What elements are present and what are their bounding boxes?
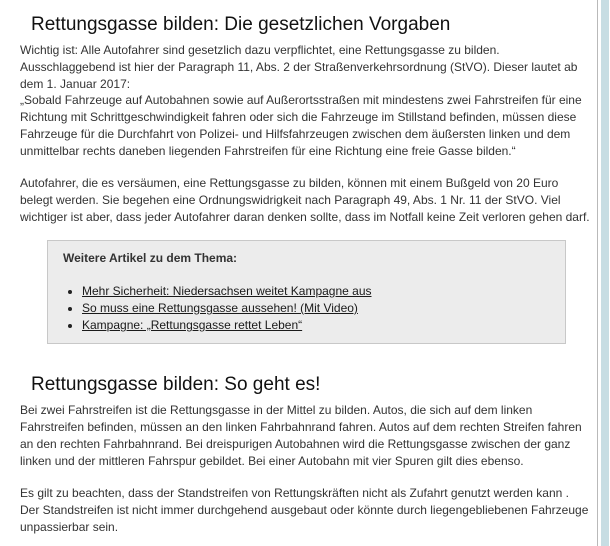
related-articles-box (47, 240, 566, 344)
related-link-video[interactable]: So muss eine Rettungsgasse aussehen! (Mit Video) (82, 301, 358, 315)
section-heading-legal: Rettungsgasse bilden: Die gesetzlichen Vorgaben (31, 14, 451, 35)
list-item (82, 283, 372, 300)
vertical-scrollbar[interactable] (599, 0, 610, 546)
list-item (82, 317, 372, 334)
list-item (82, 300, 372, 317)
related-articles-title: Weitere Artikel zu dem Thema: (63, 251, 238, 265)
related-articles-list (63, 283, 372, 334)
shoulder-paragraph: Es gilt zu beachten, dass der Standstreifen von Rettungskräften nicht als Zufahrt genutzt werden kann . Der Standstreifen ist nicht immer durchgehend ausgebaut oder könnte durch liegengebliebenen Fahrzeuge unpassierbar sein. (20, 486, 589, 534)
related-link-niedersachsen[interactable]: Mehr Sicherheit: Niedersachsen weitet Kampagne aus (82, 284, 372, 298)
intro-paragraph: Wichtig ist: Alle Autofahrer sind gesetzlich dazu verpflichtet, eine Rettungsgasse zu bilden. Ausschlaggebend ist hier der Paragraph 11, Abs. 2 der Straßenverkehrsordnung (StVO). Dieser lautet ab dem 1. Januar 2017: (20, 43, 578, 91)
section-heading-howto: Rettungsgasse bilden: So geht es! (31, 374, 321, 395)
scrollbar-thumb[interactable] (601, 0, 609, 546)
law-quote: „Sobald Fahrzeuge auf Autobahnen sowie auf Außerortsstraßen mit mindestens zwei Fahrstreifen für eine Richtung mit Schrittgeschwindigkeit fahren oder sich die Fahrzeuge im Stillstand befinden, müssen diese Fahrzeuge für die Durchfahrt von Polizei- und Hilfsfahrzeugen zwischen dem äußersten linken und dem unmittelbar rechts daneben liegenden Fahrstreifen für eine Richtung eine freie Gasse bilden.“ (20, 93, 582, 158)
related-link-kampagne[interactable]: Kampagne: „Rettungsgasse rettet Leben“ (82, 318, 303, 332)
howto-paragraph: Bei zwei Fahrstreifen ist die Rettungsgasse in der Mittel zu bilden. Autos, die sich auf dem linken Fahrstreifen befinden, müssen an den linken Fahrbahnrand fahren. Autos auf dem rechten Streifen fahren an den rechten Fahrbahnrand. Bei dreispurigen Autobahnen wird die Rettungsgasse zwischen der ganz linken und der mittleren Fahrspur gebildet. Bei einer Autobahn mit vier Spuren gilt dies ebenso. (20, 403, 582, 468)
penalty-paragraph: Autofahrer, die es versäumen, eine Rettungsgasse zu bilden, können mit einem Bußgeld von 20 Euro belegt werden. Sie begehen eine Ordnungswidrigkeit nach Paragraph 49, Abs. 1 Nr. 11 der StVO. Viel wichtiger ist aber, dass jeder Autofahrer daran denken sollte, dass im Notfall keine Zeit verloren gehen darf. (20, 176, 590, 224)
